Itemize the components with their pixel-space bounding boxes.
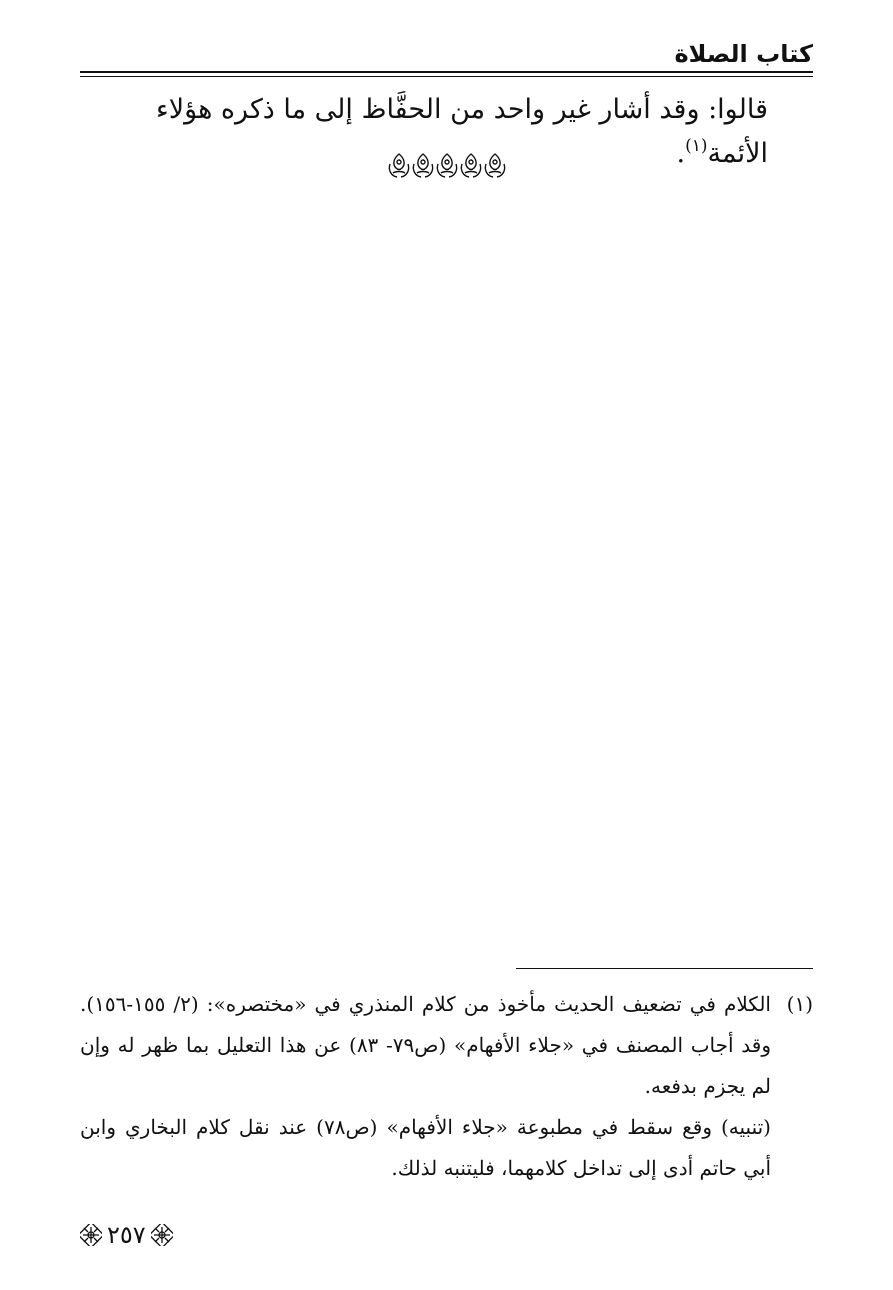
running-header-title: كتاب الصلاة xyxy=(674,40,813,68)
ornament-motif xyxy=(413,154,432,177)
floral-ornament-icon xyxy=(385,150,509,180)
footnote-marker: (١) xyxy=(786,992,813,1016)
page-number-block xyxy=(80,1220,173,1250)
page-number: ٢٥٧ xyxy=(107,1221,146,1249)
main-paragraph-end: . xyxy=(676,138,686,169)
footnote-area xyxy=(80,984,813,1189)
footnote-separator xyxy=(516,968,813,969)
footnote-entry xyxy=(80,984,813,1189)
ornament-motif xyxy=(389,154,408,177)
section-end-ornament xyxy=(0,150,893,184)
ornament-motif xyxy=(461,154,480,177)
footnote-reference[interactable]: (١) xyxy=(685,136,708,156)
header-rule-thin xyxy=(80,76,813,77)
footnote-paragraph: الكلام في تضعيف الحديث مأخوذ من كلام المنذري في «مختصره»: (٢/ ١٥٥-١٥٦). وقد أجاب المصنف في «جلاء الأفهام» (ص٧٩- ٨٣) عن هذا التعليل بما ظهر له وإن لم يجزم بدفعه. xyxy=(80,992,771,1098)
ornament-square-icon xyxy=(80,1224,102,1246)
footnote-body xyxy=(80,984,771,1189)
ornament-motif xyxy=(437,154,456,177)
main-paragraph-text: قالوا: وقد أشار غير واحد من الحفَّاظ إلى ما ذكره هؤلاء الأئمة xyxy=(156,94,768,169)
ornament-square-icon xyxy=(151,1224,173,1246)
ornament-motif xyxy=(485,154,504,177)
footnote-paragraph-note: (تنبيه) وقع سقط في مطبوعة «جلاء الأفهام» (ص٧٨) عند نقل كلام البخاري وابن أبي حاتم أدى إلى تداخل كلامهما، فليتنبه لذلك. xyxy=(80,1115,771,1180)
header-rule-thick xyxy=(80,71,813,73)
